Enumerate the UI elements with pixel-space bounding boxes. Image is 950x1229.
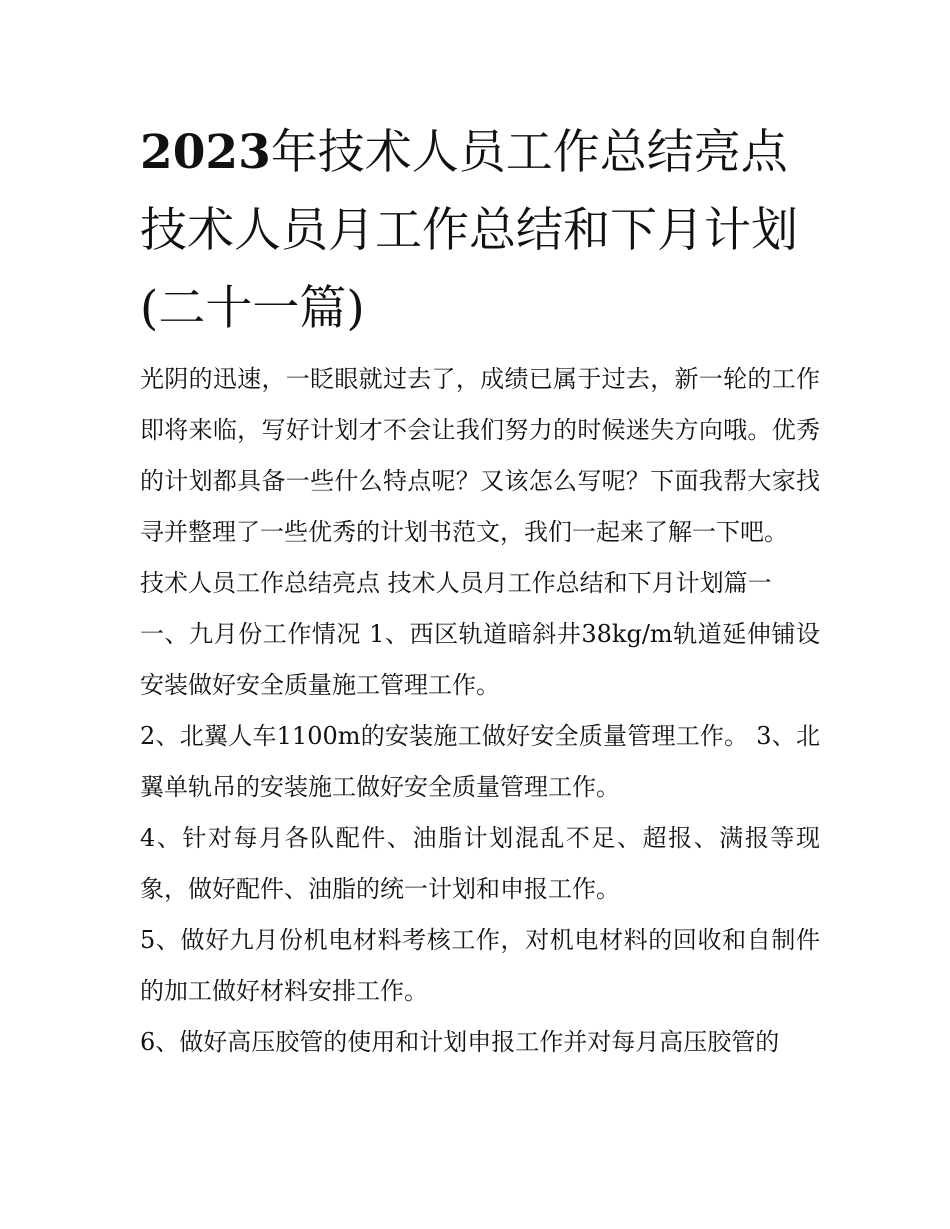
document-body <box>140 354 820 1068</box>
title-year: 2023 <box>140 125 271 180</box>
section-heading: 技术人员工作总结亮点 技术人员月工作总结和下月计划篇一 <box>140 569 772 597</box>
list-item: 2、北翼人车1100m的安装施工做好安全质量管理工作。 3、北翼单轨吊的安装施工做好安全质量管理工作。 <box>140 722 820 801</box>
list-item: 4、针对每月各队配件、油脂计划混乱不足、超报、满报等现象，做好配件、油脂的统一计划和申报工作。 <box>140 824 820 903</box>
intro-paragraph: 光阴的迅速，一眨眼就过去了，成绩已属于过去，新一轮的工作即将来临，写好计划才不会让我们努力的时候迷失方向哦。优秀的计划都具备一些什么特点呢？又该怎么写呢？下面我帮大家找寻并整理了一些优秀的计划书范文，我们一起来了解一下吧。 <box>140 365 820 546</box>
list-item: 5、做好九月份机电材料考核工作，对机电材料的回收和自制件的加工做好材料安排工作。 <box>140 926 820 1005</box>
list-item: 一、九月份工作情况 1、西区轨道暗斜井38kg/m轨道延伸铺设安装做好安全质量施工管理工作。 <box>140 620 820 699</box>
list-item: 6、做好高压胶管的使用和计划申报工作并对每月高压胶管的 <box>140 1028 780 1056</box>
document-title <box>140 114 820 348</box>
title-text: 年技术人员工作总结亮点 技术人员月工作总结和下月计划(二十一篇) <box>140 125 798 336</box>
